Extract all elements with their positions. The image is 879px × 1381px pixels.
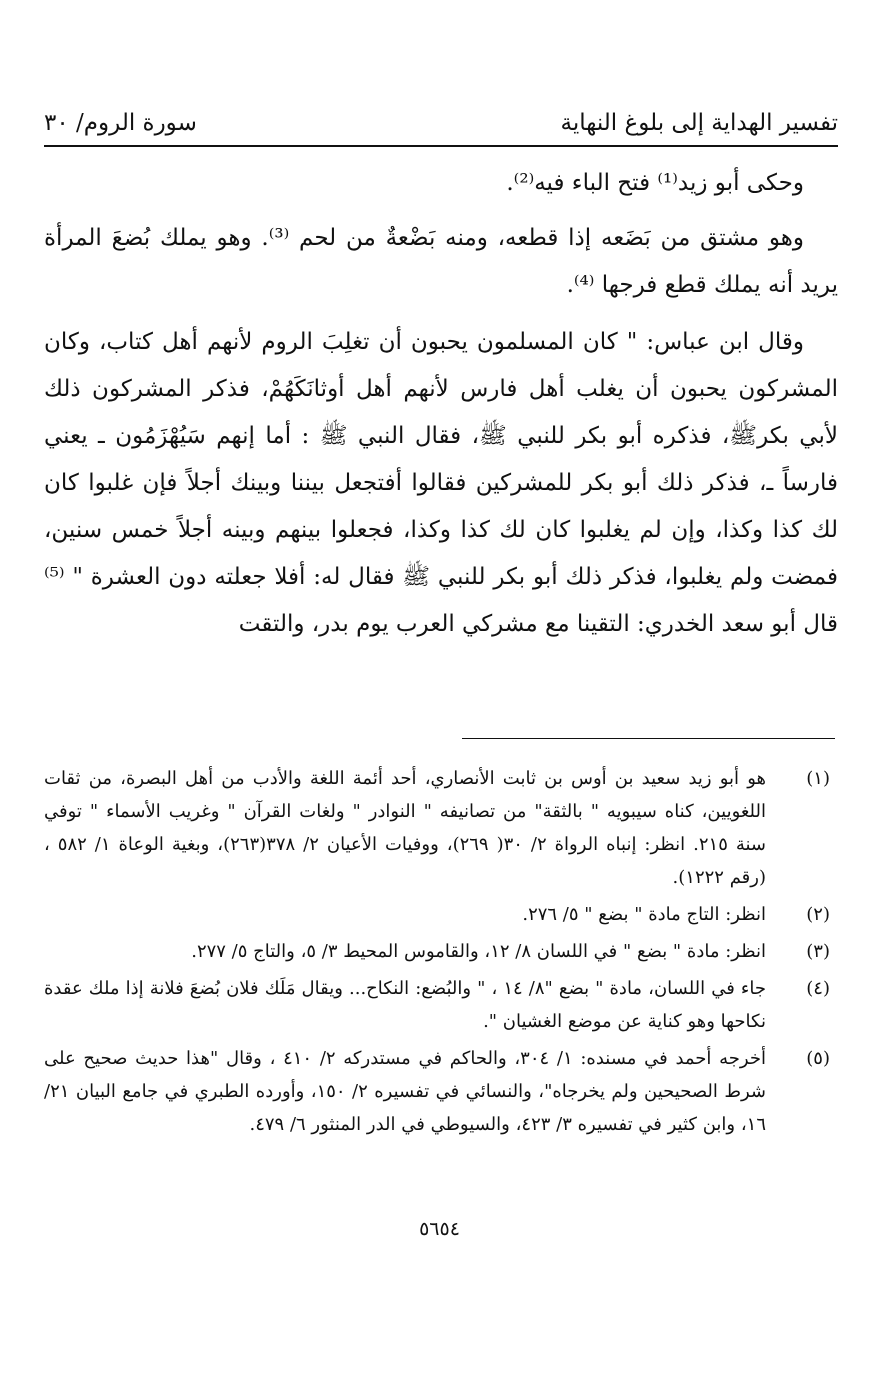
footnote-text: انظر: مادة " بضع " في اللسان ٨/ ١٢، والقاموس المحيط ٣/ ٥، والتاج ٥/ ٢٧٧. — [191, 941, 766, 962]
main-text — [44, 160, 838, 658]
surah-reference: سورة الروم/ ٣٠ — [44, 110, 197, 136]
footnote-divider — [462, 738, 835, 739]
book-title: تفسير الهداية إلى بلوغ النهاية — [560, 110, 838, 136]
footnote-number: (٣) — [806, 941, 830, 962]
footnote-1 — [44, 762, 838, 894]
footnote-text: انظر: التاج مادة " بضع " ٥/ ٢٧٦. — [522, 904, 766, 925]
paragraph-2: وهو مشتق من بَضَعه إذا قطعه، ومنه بَضْعةٌ من لحم ⁽³⁾. وهو يملك بُضعَ المرأة يريد أنه يملك قطع فرجها ⁽⁴⁾. — [44, 225, 838, 298]
footnote-number: (٢) — [806, 904, 830, 925]
footnote-number: (١) — [806, 768, 830, 789]
footnote-2 — [44, 898, 838, 931]
footnote-5 — [44, 1042, 838, 1141]
header-divider — [44, 145, 838, 147]
footnote-3 — [44, 935, 838, 968]
footnote-text: جاء في اللسان، مادة " بضع "٨/ ١٤ ، " والبُضع: النكاح... ويقال مَلَك فلان بُضعَ فلانة إذا ملك عقدة نكاحها وهو كناية عن موضع الغشيان ". — [44, 978, 766, 1032]
footnote-number: (٥) — [806, 1048, 830, 1069]
footnote-number: (٤) — [806, 978, 830, 999]
paragraph-1: وحكى أبو زيد⁽¹⁾ فتح الباء فيه⁽²⁾. — [506, 170, 804, 196]
footnote-4 — [44, 972, 838, 1038]
footnotes — [44, 762, 838, 1145]
page-number: ٥٦٥٤ — [419, 1218, 460, 1240]
footnote-text: أخرجه أحمد في مسنده: ١/ ٣٠٤، والحاكم في مستدركه ٢/ ٤١٠ ، وقال "هذا حديث صحيح على شرط الصحيحين ولم يخرجاه"، والنسائي في تفسيره ٢/ ١٥٠، وأورده الطبري في جامع البيان ٢١/ ١٦، وابن كثير في تفسيره ٣/ ٤٢٣، والسيوطي في الدر المنثور ٦/ ٤٧٩. — [44, 1048, 767, 1135]
paragraph-3: وقال ابن عباس: " كان المسلمون يحبون أن تغلِبَ الروم لأنهم أهل كتاب، وكان المشركون يحبون أن يغلب أهل فارس لأنهم أهل أوثانَكَهُمْ، فذكر المشركون ذلك لأبي بكرﷺ، فذكره أبو بكر للنبي ﷺ، فقال النبي ﷺ : أما إنهم سَيُهْزَمُون ـ يعني فارساً ـ، فذكر ذلك أبو بكر للمشركين فقالوا أفتجعل بيننا وبينك أجلاً فإن غلبوا كان لك كذا وكذا، وإن لم يغلبوا كان لك كذا وكذا، فجعلوا بينهم وبينه أجلاً خمس سنين، فمضت ولم يغلبوا، فذكر ذلك أبو بكر للنبي ﷺ فقال له: أفلا جعلته دون العشرة " ⁽⁵⁾ قال أبو سعد الخدري: التقينا مع مشركي العرب يوم بدر، والتقت — [44, 329, 838, 637]
footnote-text: هو أبو زيد سعيد بن أوس بن ثابت الأنصاري، أحد أئمة اللغة والأدب من أهل البصرة، من ثقات اللغويين، كناه سيبويه " بالثقة" من تصانيفه " النوادر " ولغات القرآن " وغريب الأسماء " توفي سنة ٢١٥. انظر: إنباه الرواة ٢/ ٣٠( ٢٦٩)، ووفيات الأعيان ٢/ ٣٧٨(٢٦٣)، وبغية الوعاة ١/ ٥٨٢ ، (رقم ١٢٢٢). — [44, 768, 767, 888]
running-header — [44, 96, 838, 136]
